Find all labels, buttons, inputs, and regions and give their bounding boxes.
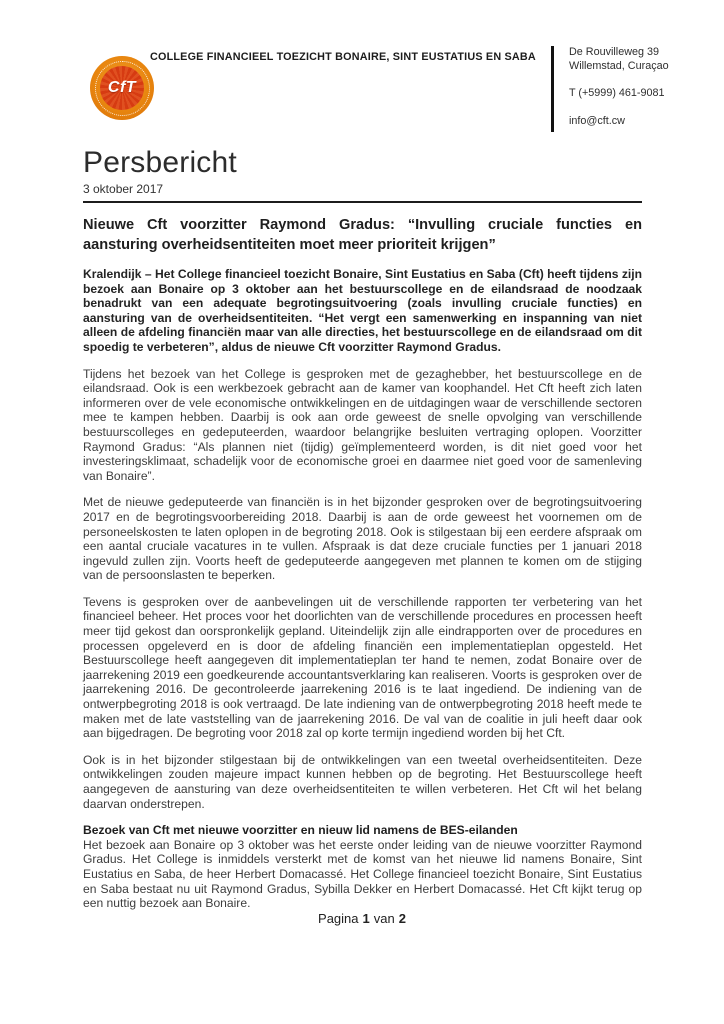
document-date: 3 oktober 2017 [83,182,164,196]
subheading: Bezoek van Cft met nieuwe voorzitter en nieuw lid namens de BES-eilanden [83,823,518,838]
footer-current-page: 1 [362,911,370,926]
headline: Nieuwe Cft voorzitter Raymond Gradus: “Invulling cruciale functies en aansturing overheidsentiteiten moet meer prioriteit krijgen” [83,217,642,253]
footer-total-pages: 2 [398,911,406,926]
contact-phone: T (+5999) 461-9081 [569,87,665,99]
article-body [83,146,642,911]
page-footer [0,911,724,926]
footer-of-label: van [373,911,395,926]
contact-email: info@cft.cw [569,114,625,127]
contact-address-line1: De Rouvilleweg 39 [569,46,660,58]
cft-logo-icon [90,56,154,120]
organization-name: COLLEGE FINANCIEEL TOEZICHT BONAIRE, SINT EUSTATIUS EN SABA [150,51,536,63]
paragraph-3: Tevens is gesproken over de aanbevelingen uit de verschillende rapporten ter verbetering van het financieel beheer. Het proces voor het doorlichten van de verschillende procedures en processen heeft meer tijd gekost dan oorspronkelijk gepland. Uiteindelijk zijn alle eindrapporten over de procedures en processen opgeleverd en is door de afdeling financiën een implementatieplan opgesteld. Het Bestuurscollege heeft aangegeven dit implementatieplan ter hand te nemen, zodat Bonaire over de jaarrekening 2019 een goedkeurende accountantsverklaring kan realiseren. Voorts is gesproken over de jaarrekening 2016. De gecontroleerde jaarrekening 2016 is te laat ingediend. De indiening van de ontwerpbegroting 2018 is ook vertraagd. De late indiening van de ontwerpbegroting 2018 heeft mede te maken met de late vaststelling van de jaarrekening 2016. De val van de coalitie in juli heeft daar ook aan bijgedragen. De begroting voor 2018 zal op korte termijn ingediend worden bij het Cft. [83,594,642,741]
cft-logo-text: CfT [107,79,137,96]
lead-paragraph: Kralendijk – Het College financieel toezicht Bonaire, Sint Eustatius en Saba (Cft) heeft tijdens zijn bezoek aan Bonaire op 3 oktober aan het bestuurscollege en de eilandsraad de noodzaak benadrukt van een adequate begrotingsuitvoering (zoals invulling cruciale functies) en aansturing van de overheidsentiteiten. “Het vergt een samenwerking en inspanning van niet alleen de afdeling financiën maar van alle directies, het bestuurscollege en de eilandsraad om dit spoedig te verbeteren”, aldus de nieuwe Cft voorzitter Raymond Gradus. [83,267,642,354]
contact-address-line2: Willemstad, Curaçao [569,59,669,72]
cft-logo-ring [95,61,150,116]
footer-label: Pagina [318,911,359,926]
paragraph-1: Tijdens het bezoek van het College is gesproken met de gezaghebber, het bestuurscollege en de eilandsraad. Ook is een werkbezoek gebracht aan de kamer van koophandel. Het Cft heeft zich laten informeren over de vele economische ontwikkelingen en de uitdagingen waar de verschillende sectoren mee te kampen hebben. Daarbij is ook aan orde geweest de snelle opvolging van verschillende bestuurscolleges en gedeputeerden, waardoor belangrijke besluiten vertraging oplopen. Voorzitter Raymond Gradus: “Als plannen niet (tijdig) geïmplementeerd worden, is dit niet goed voor het investeringsklimaat, schadelijk voor de economische groei en daarmee niet goed voor de samenleving van Bonaire”. [83,366,642,483]
closing-paragraph: Het bezoek aan Bonaire op 3 oktober was het eerste onder leiding van de nieuwe voorzitter Raymond Gradus. Het College is inmiddels versterkt met de komst van het nieuwe lid namens Bonaire, Sint Eustatius en Saba, de heer Herbert Domacassé. Het College financieel toezicht Bonaire, Sint Eustatius en Saba bestaat nu uit Raymond Gradus, Sybilla Dekker en Herbert Domacassé. Het Cft kijkt terug op een nuttig bezoek aan Bonaire. [83,837,642,911]
paragraph-2: Met de nieuwe gedeputeerde van financiën is in het bijzonder gesproken over de begrotingsuitvoering 2017 en de begrotingsvoorbereiding 2018. Daarbij is aan de orde geweest het voornemen om de personeelskosten te laten oplopen in de begroting 2018. Ook is stilgestaan bij een eerdere afspraak om een aantal cruciale vacatures in te vullen. Afspraak is dat deze cruciale functies per 1 januari 2018 ingevuld zullen zijn. Voorts heeft de gedeputeerde aangegeven met plannen te komen om de stijging van de persoonslasten te beperken. [83,495,642,583]
cft-logo-seal [100,66,144,110]
paragraph-4: Ook is in het bijzonder stilgestaan bij de ontwikkelingen van een tweetal overheidsentiteiten. Deze ontwikkelingen zouden majeure impact kunnen hebben op de begroting. Het Bestuurscollege heeft aangegeven de aansturing van deze overheidsentiteiten te willen verbeteren. Het Cft wil het belang daarvan onderstrepen. [83,752,642,811]
document-type-title: Persbericht [83,146,237,179]
title-divider [83,201,642,203]
contact-block [551,46,669,132]
